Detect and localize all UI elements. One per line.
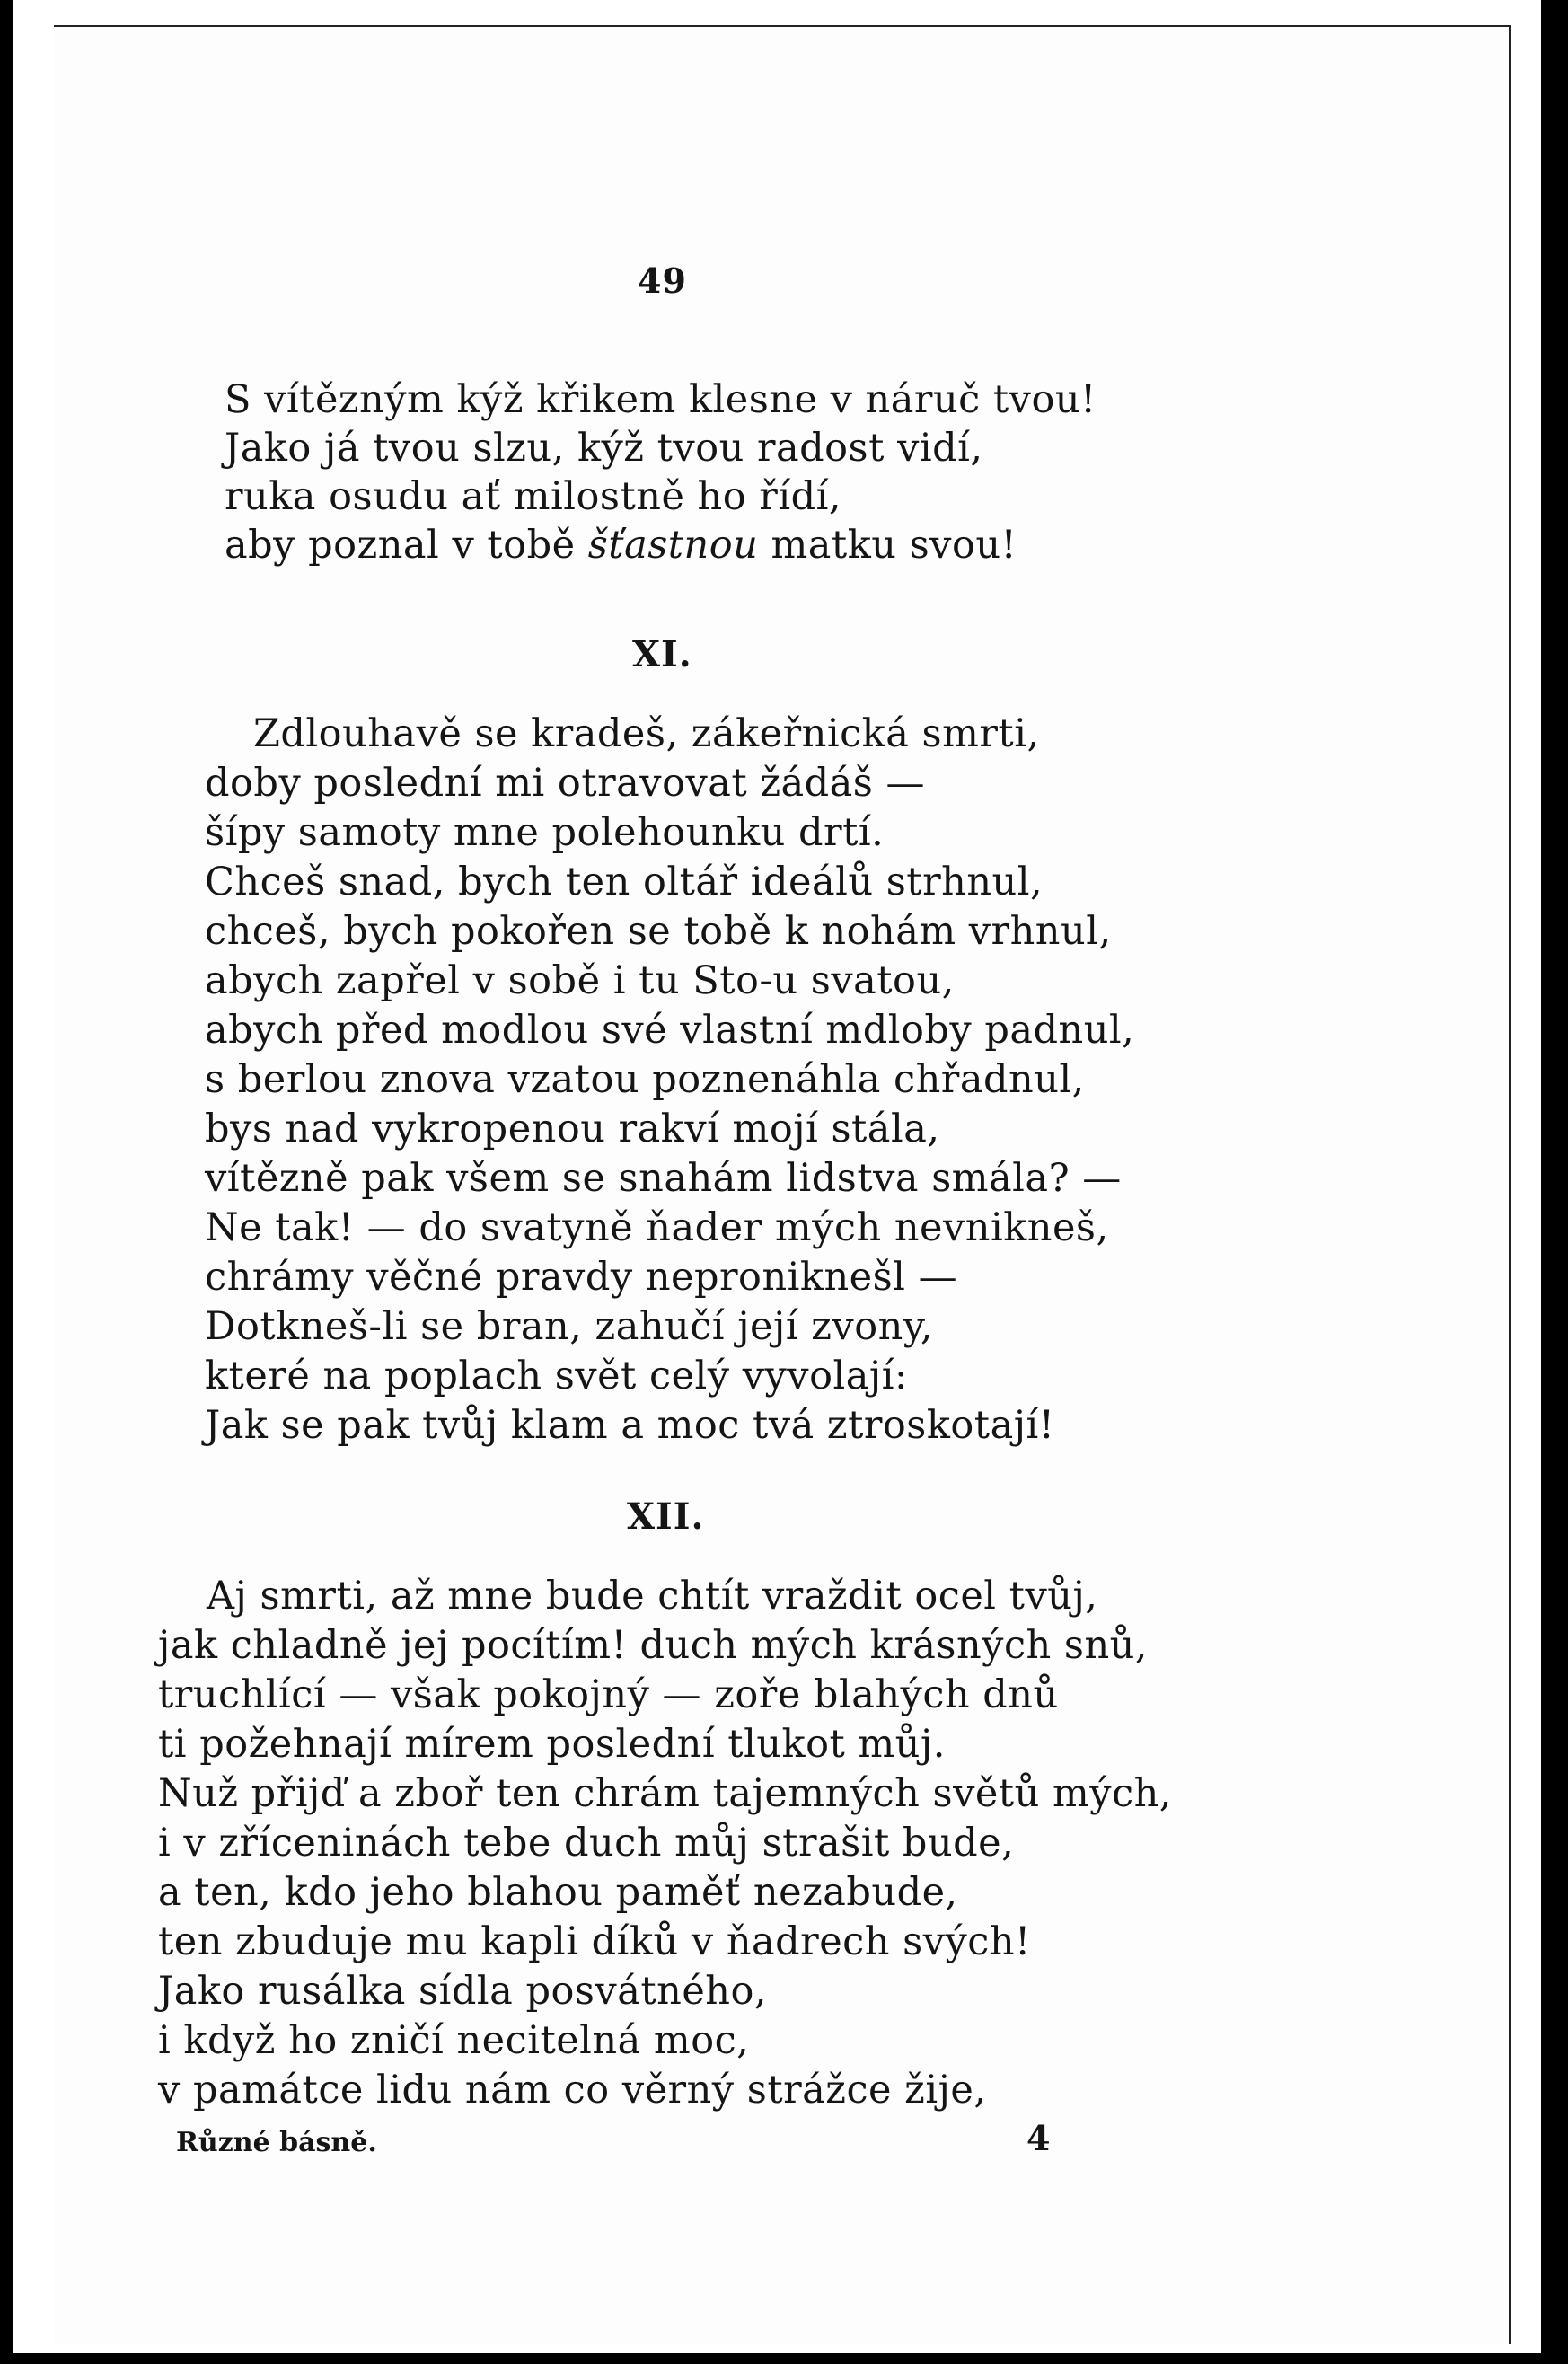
poem-line-with-emphasis [225, 521, 1017, 569]
poem-line: i když ho zničí necitelná moc, [158, 2018, 750, 2063]
poem-line: šípy samoty mne polehounku drtí. [205, 810, 885, 855]
poem-line: ti požehnají mírem poslední tlukot můj. [158, 1722, 946, 1767]
poem-line: S vítězným kýž křikem klesne v náruč tvou! [225, 377, 1097, 422]
poem-line: Nuž přijď a zboř ten chrám tajemných světů mých, [158, 1771, 1172, 1816]
poem-line: Ne tak! — do svatyně ňader mých nevnikneš, [205, 1205, 1109, 1250]
poem-line: chceš, bych pokořen se tobě k nohám vrhnul, [205, 909, 1112, 954]
poem-line: Jako já tvou slzu, kýž tvou radost vidí, [225, 426, 983, 471]
poem-line: abych před modlou své vlastní mdloby padnul, [205, 1008, 1135, 1053]
poem-line: v památce lidu nám co věrný strážce žije, [158, 2068, 987, 2113]
poem-line: i v zříceninách tebe duch můj strašit bude, [158, 1821, 1015, 1866]
poem-line: vítězně pak všem se snahám lidstva smála? — [205, 1156, 1122, 1201]
poem-line: Dotkneš-li se bran, zahučí její zvony, [205, 1304, 934, 1349]
poem-line: Zdlouhavě se kradeš, zákeřnická smrti, [253, 711, 1040, 756]
emphasized-word: šťastnou [587, 523, 759, 568]
poem-line: bys nad vykropenou rakví mojí stála, [205, 1107, 940, 1151]
scan-border-left [0, 0, 13, 2364]
poem-line: jak chladně jej pocítím! duch mých krásných snů, [158, 1623, 1149, 1668]
poem-line: a ten, kdo jeho blahou paměť nezabude, [158, 1870, 958, 1915]
scan-border-right [1541, 0, 1568, 2364]
signature-mark: Různé básně. [176, 2127, 377, 2158]
poem-line: Aj smrti, až mne bude chtít vraždit ocel tvůj, [207, 1574, 1098, 1619]
poem-line: které na poplach svět celý vyvolají: [205, 1354, 908, 1398]
poem-line: ten zbuduje mu kapli díků v ňadrech svých! [158, 1919, 1031, 1964]
poem-line: ruka osudu ať milostně ho řídí, [225, 474, 842, 519]
section-heading-xii: XII. [627, 1495, 705, 1538]
poem-line: Jak se pak tvůj klam a moc tvá ztroskotají! [205, 1403, 1055, 1448]
poem-line: abych zapřel v sobě i tu Sto-u svatou, [205, 958, 955, 1003]
poem-line: doby poslední mi otravovat žádáš — [205, 761, 926, 806]
page-number: 49 [638, 260, 687, 301]
poem-line: truchlící — však pokojný — zoře blahých dnů [158, 1672, 1059, 1717]
section-heading-xi: XI. [632, 633, 692, 675]
poem-line: s berlou znova vzatou poznenáhla chřadnul, [205, 1057, 1085, 1102]
poem-line-start: aby poznal v tobě [225, 523, 576, 568]
poem-line: chrámy věčné pravdy neproniknešl — [205, 1255, 958, 1300]
scan-border-bottom [0, 2353, 1568, 2364]
poem-line-end: matku svou! [771, 523, 1017, 568]
poem-line: Chceš snad, bych ten oltář ideálů strhnul, [205, 860, 1044, 904]
poem-line: Jako rusálka sídla posvátného, [158, 1969, 768, 2014]
sheet-number: 4 [1026, 2118, 1051, 2158]
